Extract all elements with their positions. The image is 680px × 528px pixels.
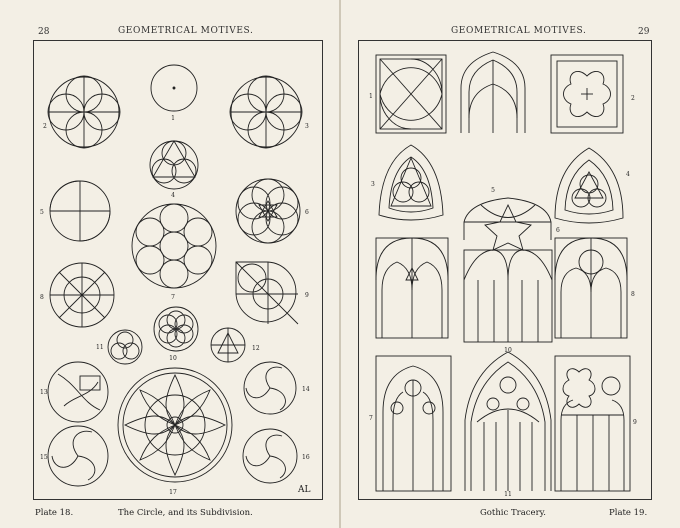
- figure-7-ornate-arch: [376, 356, 451, 491]
- fig-num-2: 2: [631, 95, 635, 102]
- figure-13-whorl: [48, 362, 108, 422]
- figure-15-triskele: [48, 426, 108, 486]
- fig-num-1: 1: [369, 93, 373, 100]
- fig-num-10: 10: [169, 355, 177, 362]
- left-page-header: GEOMETRICAL MOTIVES.: [118, 26, 254, 36]
- fig-num-6: 6: [556, 227, 560, 234]
- fig-num-9: 9: [305, 292, 309, 299]
- artist-monogram: AL: [298, 485, 311, 495]
- figure-8-window-right: [555, 238, 627, 338]
- right-plate-caption: Gothic Tracery.: [480, 508, 547, 518]
- figure-9-quatrefoil-window: [555, 356, 630, 491]
- plate-18-illustration: [0, 0, 339, 528]
- left-plate-label: Plate 18.: [35, 508, 74, 518]
- figure-11-pointed-window: [465, 352, 551, 491]
- right-plate-label: Plate 19.: [609, 508, 648, 518]
- fig-num-13: 13: [40, 389, 48, 396]
- fig-num-5: 5: [40, 209, 44, 216]
- fig-num-3: 3: [371, 181, 375, 188]
- figure-3-spherical-triangle: [379, 145, 443, 220]
- figure-3-four-circles: [230, 76, 302, 148]
- figure-16-triskele: [243, 429, 297, 483]
- figure-2-quatrefoil-square: [551, 55, 623, 133]
- fig-num-7: 7: [369, 415, 373, 422]
- figure-6-star-arch: [464, 198, 551, 250]
- fig-num-16: 16: [302, 454, 310, 461]
- left-plate-caption: The Circle, and its Subdivision.: [118, 508, 253, 518]
- left-page: [0, 0, 339, 528]
- figure-1-circle: [151, 65, 197, 111]
- figure-7-seven-circles: [132, 204, 216, 288]
- fig-num-2: 2: [43, 123, 47, 130]
- fig-num-4: 4: [171, 192, 175, 199]
- figure-4-trefoil-triangle: [555, 148, 623, 223]
- figure-6-hexafoil: [236, 179, 300, 243]
- right-page-header: GEOMETRICAL MOTIVES.: [451, 26, 587, 36]
- fig-num-5: 5: [491, 187, 495, 194]
- figure-10-rosette: [154, 307, 198, 351]
- fig-num-4: 4: [626, 171, 630, 178]
- fig-num-11: 11: [96, 344, 104, 351]
- fig-num-8: 8: [631, 291, 635, 298]
- fig-num-6: 6: [305, 209, 309, 216]
- fig-num-11: 11: [504, 491, 512, 498]
- right-page-number: 29: [638, 27, 650, 37]
- right-page: [341, 0, 680, 528]
- figure-17-ornate-rosette: [118, 368, 232, 482]
- figure-8-divided-circle: [50, 263, 114, 327]
- figure-12-small-circle: [211, 328, 245, 362]
- fig-num-10: 10: [504, 347, 512, 354]
- left-page-number: 28: [38, 27, 50, 37]
- figure-9-square-circles: [236, 262, 298, 324]
- figure-11-small-circle: [108, 330, 142, 364]
- plate-19-illustration: [341, 0, 680, 528]
- figure-4-trefoil: [150, 141, 198, 189]
- fig-num-9: 9: [633, 419, 637, 426]
- figure-14-triskele: [244, 362, 296, 414]
- fig-num-12: 12: [252, 345, 260, 352]
- fig-num-7: 7: [171, 294, 175, 301]
- fig-num-14: 14: [302, 386, 310, 393]
- figure-10-arcade: [464, 250, 552, 342]
- fig-num-15: 15: [40, 454, 48, 461]
- figure-5-lancet-arch: [461, 52, 525, 133]
- figure-2-four-circles: [48, 76, 120, 148]
- figure-8-window-left: [376, 238, 448, 338]
- fig-num-17: 17: [169, 489, 177, 496]
- fig-num-8: 8: [40, 294, 44, 301]
- fig-num-1: 1: [171, 115, 175, 122]
- figure-5-quartered-circle: [50, 181, 110, 241]
- fig-num-3: 3: [305, 123, 309, 130]
- figure-1-tracery-square: [376, 55, 446, 133]
